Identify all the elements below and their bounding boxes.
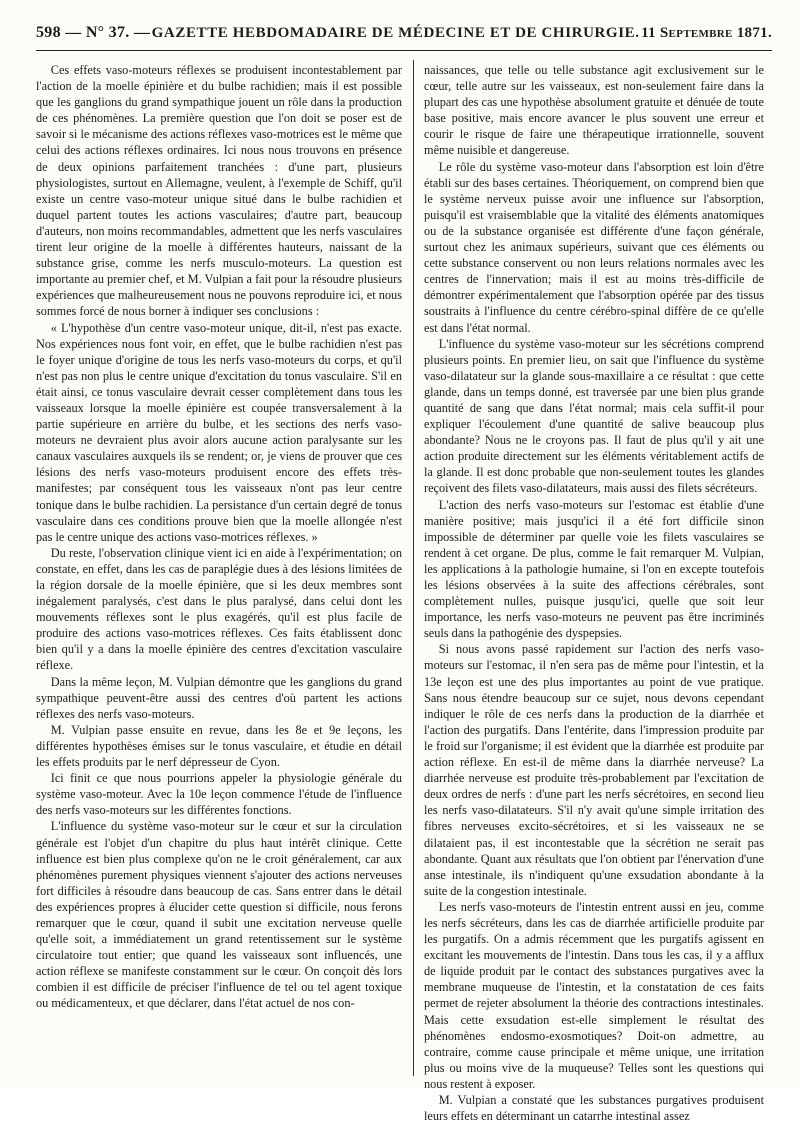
- paragraph: L'influence du système vaso-moteur sur le cœur et sur la circulation générale est l'objet d'un chapitre du plus haut intérêt clinique. Cette influence est bien plus complexe qu'on ne le croit généralement, car aux phénomènes purement physiques viennent s'ajouter des actions nerveuses fort difficiles à résoudre dans beaucoup de cas. Sans entrer dans le détail des expériences propres à élucider cette question si difficile, nous ferons remarquer que le cœur, quand il subit une excitation nerveuse quelle qu'elle soit, a immédiatement un grand retentissement sur le système circulatoire tout entier; que quand les vaisseaux sont influencés, une action réflexe se manifeste constamment sur le cœur. On conçoit dès lors combien il est difficile de préciser l'influence de tel ou tel agent toxique ou médicamenteux, et que déclarer, dans l'état actuel de nos con-: [36, 819, 402, 1011]
- header-rule: [36, 50, 772, 51]
- paragraph: Les nerfs vaso-moteurs de l'intestin entrent aussi en jeu, comme les nerfs sécréteurs, dans les cas de diarrhée artificielle produite par les purgatifs. On a admis récemment que les purgatifs agissent en excitant les mouvements de l'intestin. Dans tous les cas, il y a afflux de liquide produit par le contact des substances purgatives avec la membrane muqueuse de l'intestin, et la constatation de ces faits permet de rejeter absolument la théorie des contractions intestinales. Mais cette exsudation est-elle simplement le résultat des phénomènes endosmo-exosmotiques? Doit-on admettre, au contraire, comme cause principale et même unique, une irritation plus ou moins vive de la muqueuse? Telles sont les questions qui nous restent à exposer.: [424, 899, 764, 1091]
- right-column: [424, 62, 764, 1124]
- quotation-paragraph: « L'hypothèse d'un centre vaso-moteur unique, dit-il, n'est pas exacte. Nos expériences nous font voir, en effet, que le bulbe rachidien n'est pas le foyer unique d'origine de tous les nerfs vaso-moteurs du corps, et qu'il n'est pas non plus le centre unique d'excitation du tonus vasculaire. S'il en était ainsi, ce tonus vasculaire devrait cesser complètement dans tous les vaisseaux lorsque la moelle épinière est coupée transversalement à la partie supérieure en arrière du bulbe, et les sections des nerfs vaso-moteurs ne devraient plus avoir alors aucune action paralysante sur les canaux vasculaires auxquels ils se rendent; or, je viens de prouver que ces lésions des nerfs vaso-moteurs produisent encore des effets très-manifestes; par conséquent tous les vaisseaux n'ont pas leur centre tonique dans le bulbe rachidien. La persistance d'un certain degré de tonus vasculaire dans ces conditions prouve bien que la moelle allongée n'est pas le centre unique des actions vaso-motrices réflexes. »: [36, 320, 402, 544]
- paragraph: Le rôle du système vaso-moteur dans l'absorption est loin d'être établi sur des bases certaines. Théoriquement, on comprend bien que le système nerveux puisse avoir une influence sur l'absorption, puisqu'il est vraisemblable que la vitalité des éléments anatomiques ou de la substance organisée est différente d'une façon générale, surtout chez les animaux supérieurs, suivant que ces éléments ou cette substance conservent ou non leurs relations normales avec les centres de l'innervation; mais il est au moins très-difficile de démontrer expérimentalement que l'absorption opérée par des tissus soustraits à l'influence du centre cérébro-spinal diffère de ce qu'elle est dans l'état normal.: [424, 159, 764, 335]
- paragraph: L'action des nerfs vaso-moteurs sur l'estomac est établie d'une manière positive; mais jusqu'ici il a été fort difficile sinon impossible de déterminer par quelle voie les filets vasculaires se rendent à cet organe. De plus, comme le fait remarquer M. Vulpian, les applications à la pathologie humaine, si l'on en excepte toutefois les lésions observées à la suite des affections cérébrales, sont complètement nulles, puisque jusqu'ici, quelle que soit leur importance, les nerfs vaso-moteurs ne peuvent pas être incriminés seuls dans la pathogénie des dyspepsies.: [424, 497, 764, 641]
- issue-number: — N° 37. —: [65, 24, 151, 41]
- paragraph: L'influence du système vaso-moteur sur les sécrétions comprend plusieurs points. En premier lieu, on sait que l'influence du système vaso-dilatateur sur la glande sous-maxillaire a ce résultat : que cette glande, dans un temps donné, est traversée par une bien plus grande quantité de sang que dans l'état normal; mais cela suffit-il pour expliquer l'écoulement d'une quantité de salive beaucoup plus abondante? Nous ne le croyons pas. Il faut de plus qu'il y ait une action produite directement sur les éléments véritablement actifs de la glande. Il est donc probable que non-seulement toutes les glandes reçoivent des filets vaso-dilatateurs, mais aussi des filets sécréteurs.: [424, 336, 764, 496]
- paragraph: Si nous avons passé rapidement sur l'action des nerfs vaso-moteurs sur l'estomac, il n'en sera pas de même pour l'intestin, et la 13e leçon est une des plus importantes au point de vue pratique. Sans nous étendre beaucoup sur ce sujet, nous devons cependant indiquer le rôle de ces nerfs dans la production de la diarrhée et l'action des purgatifs. Dans l'entérite, dans l'impression produite par le froid sur l'organisme; il est évident que la diarrhée est produite par action réflexe. En est-il de même dans la diarrhée nerveuse? La diarrhée nerveuse est produite très-probablement par l'excitation de deux ordres de nerfs : d'une part les nerfs sécrétoires, en second lieu les nerfs vaso-dilatateurs. S'il n'y avait qu'une simple irritation des fibres nerveuses excito-sécrétoires, et si les vaisseaux ne se dilataient pas, il est incontestable que la sécrétion ne serait pas abondante. Quant aux résultats que l'on obtient par l'énervation d'une anse intestinale, ils n'indiquent qu'une exsudation abondante à la suite de la congestion intestinale.: [424, 642, 764, 898]
- left-column: [36, 62, 402, 1078]
- running-header: [36, 18, 772, 48]
- column-divider: [413, 60, 414, 1076]
- paragraph: M. Vulpian passe ensuite en revue, dans les 8e et 9e leçons, les différentes hypothèses émises sur le tonus vasculaire, et étudie en détail les effets produits par le nerf dépresseur de Cyon.: [36, 722, 402, 770]
- date-month: Septembre: [659, 24, 733, 41]
- continued-paragraph: naissances, que telle ou telle substance agit exclusivement sur le cœur, telle autre sur les vaisseaux, est non-seulement faire dans la plupart des cas une hypothèse absolument gratuite et dénuée de toute base positive, mais encore avancer le plus souvent une erreur et courir le risque de faire une thérapeutique irrationnelle, souvent même nuisible et dangereuse.: [424, 63, 764, 158]
- date-year: 1871.: [736, 24, 772, 41]
- header-left: [36, 24, 150, 42]
- page-number: 598: [36, 24, 61, 41]
- journal-title: GAZETTE HEBDOMADAIRE DE MÉDECINE ET DE CHIRURGIE.: [151, 24, 640, 41]
- issue-date: [641, 25, 772, 42]
- paragraph: Ici finit ce que nous pourrions appeler la physiologie générale du système vaso-moteur. Avec la 10e leçon commence l'étude de l'influence des nerfs vaso-moteurs sur les différentes fonctions.: [36, 771, 402, 818]
- paragraph: Ces effets vaso-moteurs réflexes se produisent incontestablement par l'action de la moelle épinière et du bulbe rachidien; mais il est possible que les ganglions du grand sympathique jouent un rôle dans la production de ces phénomènes. La première question que l'on doit se poser est de savoir si le mécanisme des actions réflexes vaso-motrices est le même que celui des actions réflexes ordinaires. Ici nous nous trouvons en présence de deux opinions parfaitement tranchées : d'une part, plusieurs physiologistes, surtout en Allemagne, veulent, à l'exemple de Schiff, qu'il existe un centre vaso-moteur unique situé dans le bulbe rachidien et duquel partent toutes les actions vasculaires; d'autre part, beaucoup d'auteurs, non moins recommandables, admettent que les nerfs vasculaires tirent leur origine de la moelle à différentes hauteurs, naissant de la substance grise, comme les nerfs musculo-moteurs. La question est importante au premier chef, et M. Vulpian a fait pour la résoudre plusieurs expériences que malheureusement nous ne pouvons reproduire ici, et nous sommes forcé de nous borner à indiquer ses conclusions :: [36, 63, 402, 319]
- paragraph: Dans la même leçon, M. Vulpian démontre que les ganglions du grand sympathique peuvent-être aussi des centres d'où partent les actions réflexes des nerfs vaso-moteurs.: [36, 674, 402, 721]
- paragraph: M. Vulpian a constaté que les substances purgatives produisent leurs effets en déterminant un catarrhe intestinal assez: [424, 1093, 764, 1124]
- paragraph: Du reste, l'observation clinique vient ici en aide à l'expérimentation; on constate, en effet, dans les cas de paraplégie dues à des lésions limitées de la région dorsale de la moelle épinière, que si les deux membres sont inégalement paralysés, c'est dans le plus paralysé, dans celui dont les mouvements réflexes sont le plus exagérés, qu'il est plus facile de produire des actions vaso-motrices réflexes. Ces faits établissent donc bien qu'il y a dans la moelle épinière des centres d'excitation vasculaire réflexe.: [36, 545, 402, 673]
- date-day: 11: [641, 24, 656, 41]
